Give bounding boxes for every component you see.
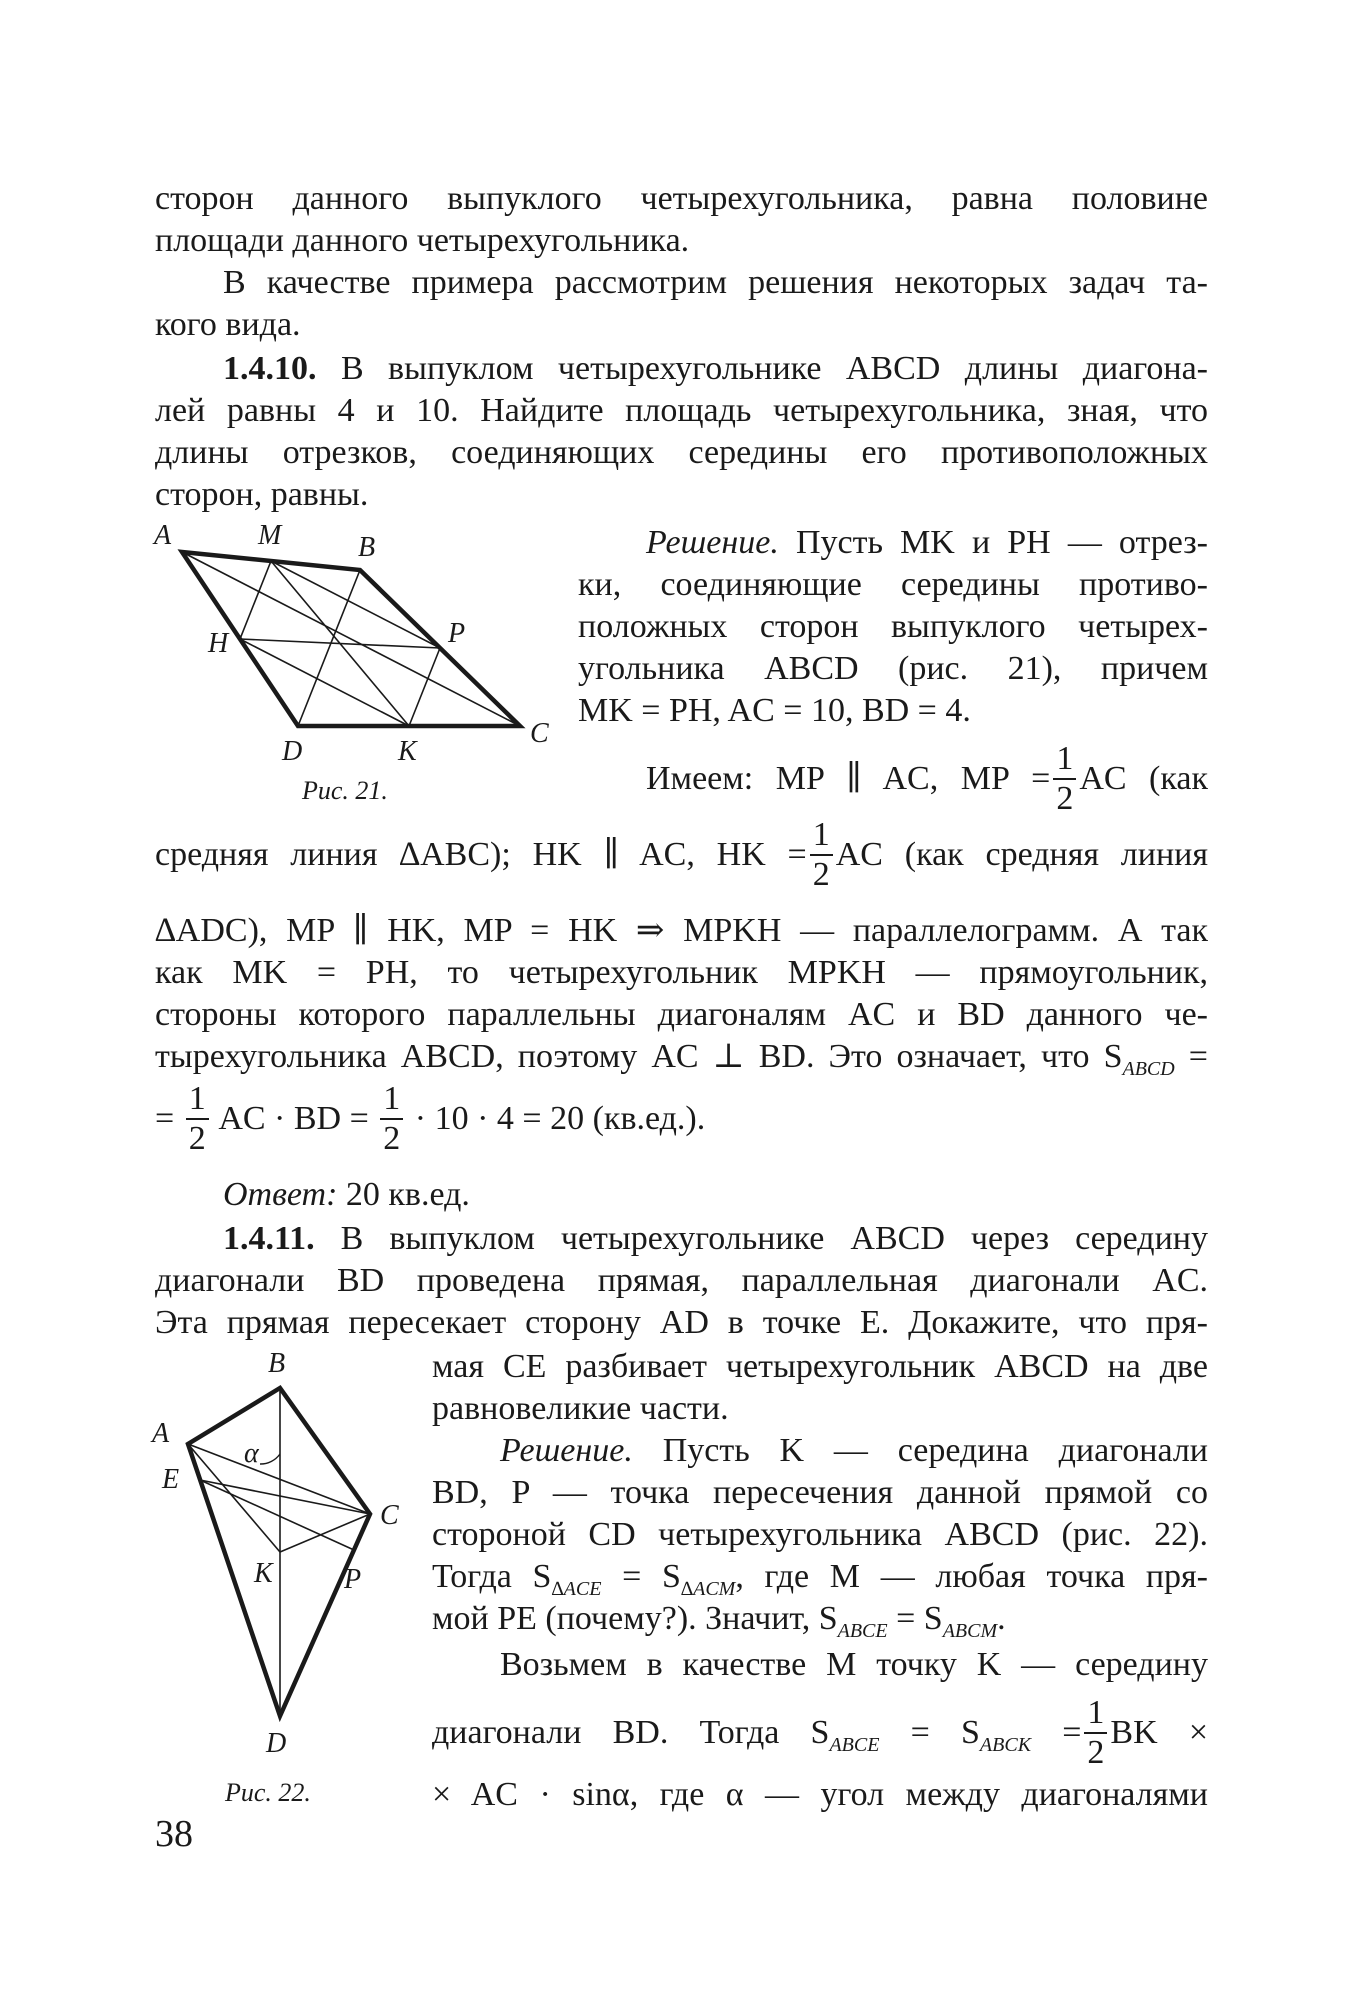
- angle-alpha-arc: [260, 1454, 280, 1464]
- label-a: A: [154, 520, 172, 551]
- answer-line: Ответ: 20 кв.ед.: [223, 1176, 470, 1213]
- page-number: 38: [155, 1813, 193, 1855]
- label-d: D: [266, 1728, 287, 1759]
- segment-ce: [200, 1480, 370, 1514]
- text-line: кого вида.: [155, 306, 301, 343]
- solution-line: стороной CD четырехугольника ABCD (рис. 22).: [432, 1516, 1208, 1553]
- fraction-one-half: $\frac{1}{2}$: [380, 1080, 403, 1158]
- fraction-one-half: $\frac{1}{2}$: [1084, 1694, 1107, 1772]
- solution-line: MK = PH, AC = 10, BD = 4.: [578, 692, 971, 729]
- problem-number: 1.4.11.: [223, 1220, 315, 1257]
- text-line: тырехугольника ABCD, поэтому AC ⊥ BD. Это означает, что $S_{ABCD}$ =: [155, 1038, 1208, 1080]
- problem-number: 1.4.10.: [223, 350, 317, 387]
- text-line: сторон, равны.: [155, 476, 369, 513]
- line-ep: [200, 1480, 354, 1550]
- fraction-one-half: $\frac{1}{2}$: [1053, 740, 1076, 818]
- label-p: P: [448, 618, 466, 649]
- label-a: A: [152, 1418, 170, 1449]
- text-line: В качестве примера рассмотрим решения некоторых задач та-: [223, 264, 1208, 301]
- segment-hp: [240, 639, 440, 648]
- figure-21-caption: Рис. 21.: [302, 776, 388, 805]
- problem-1-4-10-statement: 1.4.10. В выпуклом четырехугольнике ABCD длины диагона-: [223, 350, 1208, 387]
- label-d: D: [282, 736, 303, 767]
- segment-ak: [188, 1444, 280, 1552]
- solution-line: мой PE (почему?). Значит, $S_{ABCE} = S_{ABCM}$.: [432, 1600, 1006, 1642]
- solution-line: × AC · sinα, где α — угол между диагоналями: [432, 1776, 1208, 1813]
- text-line: длины отрезков, соединяющих середины его противоположных: [155, 434, 1208, 471]
- solution-line: Решение. Пусть K — середина диагонали: [500, 1432, 1208, 1469]
- text-line: как MK = PH, то четырехугольник MPKH — прямоугольник,: [155, 954, 1208, 991]
- problem-1-4-11-statement: 1.4.11. В выпуклом четырехугольнике ABCD через середину: [223, 1220, 1208, 1257]
- solution-line: положных сторон выпуклого четырех-: [578, 608, 1208, 645]
- text-line: равновеликие части.: [432, 1390, 729, 1427]
- segment-mp: [271, 561, 440, 648]
- text-line: диагонали BD проведена прямая, параллельная диагонали AC.: [155, 1262, 1208, 1299]
- label-b: B: [358, 532, 376, 563]
- diagonal-bd: [298, 570, 360, 726]
- text-line: лей равны 4 и 10. Найдите площадь четырехугольника, зная, что: [155, 392, 1208, 429]
- text-line: Эта прямая пересекает сторону AD в точке E. Докажите, что пря-: [155, 1304, 1208, 1341]
- label-h: H: [208, 628, 229, 659]
- segment-mh: [240, 561, 271, 639]
- solution-line: Возьмем в качестве M точку K — середину: [500, 1646, 1208, 1683]
- label-k: K: [398, 736, 417, 767]
- solution-line: Решение. Пусть MK и PH — отрез-: [646, 524, 1208, 561]
- solution-line: диагонали BD. Тогда $S_{ABCE} = S_{ABCK}$ = $\frac{1}{2}$ BK ×: [432, 1694, 1208, 1772]
- figure-22: [148, 1346, 428, 1775]
- label-p: P: [344, 1564, 362, 1595]
- label-c: C: [530, 718, 549, 749]
- solution-line: ки, соединяющие середины противо-: [578, 566, 1208, 603]
- segment-pk: [409, 648, 440, 726]
- text-line: мая CE разбивает четырехугольник ABCD на две: [432, 1348, 1208, 1385]
- text-line: средняя линия ∆ABC); HK ∥ AC, HK = $\frac{1}{2}$ AC (как средняя линия: [155, 816, 1208, 894]
- label-b: B: [268, 1348, 286, 1379]
- solution-line: Имеем: MP ∥ AC, MP = $\frac{1}{2}$ AC (как: [646, 740, 1208, 818]
- text-line: площади данного четырехугольника.: [155, 222, 690, 259]
- text-line: стороны которого параллельны диагоналям AC и BD данного че-: [155, 996, 1208, 1033]
- label-c: C: [380, 1500, 399, 1531]
- label-k: K: [254, 1558, 273, 1589]
- label-e: E: [162, 1464, 180, 1495]
- text-line: сторон данного выпуклого четырехугольника, равна половине: [155, 180, 1208, 217]
- quadrilateral-diagram-22: [148, 1346, 428, 1766]
- solution-line: BD, P — точка пересечения данной прямой со: [432, 1474, 1208, 1511]
- fraction-one-half: $\frac{1}{2}$: [186, 1080, 209, 1158]
- text-line: ∆ADC), MP ∥ HK, MP = HK ⇒ MPKH — параллелограмм. А так: [155, 912, 1208, 949]
- solution-line: угольника ABCD (рис. 21), причем: [578, 650, 1208, 687]
- label-alpha: α: [244, 1438, 259, 1469]
- quadrilateral-diagram-21: [150, 520, 570, 790]
- figure-21: [150, 520, 570, 799]
- segment-hk: [240, 639, 409, 726]
- label-m: M: [258, 520, 282, 551]
- figure-22-caption: Рис. 22.: [225, 1778, 311, 1807]
- solution-line: Тогда $S_{\Delta ACE} = S_{\Delta ACM}$, где M — любая точка пря-: [432, 1558, 1208, 1600]
- diagonal-ac: [182, 552, 520, 726]
- fraction-one-half: $\frac{1}{2}$: [810, 816, 833, 894]
- formula-line: = $\frac{1}{2}$ AC · BD = $\frac{1}{2}$ · 10 · 4 = 20 (кв.ед.).: [155, 1080, 706, 1158]
